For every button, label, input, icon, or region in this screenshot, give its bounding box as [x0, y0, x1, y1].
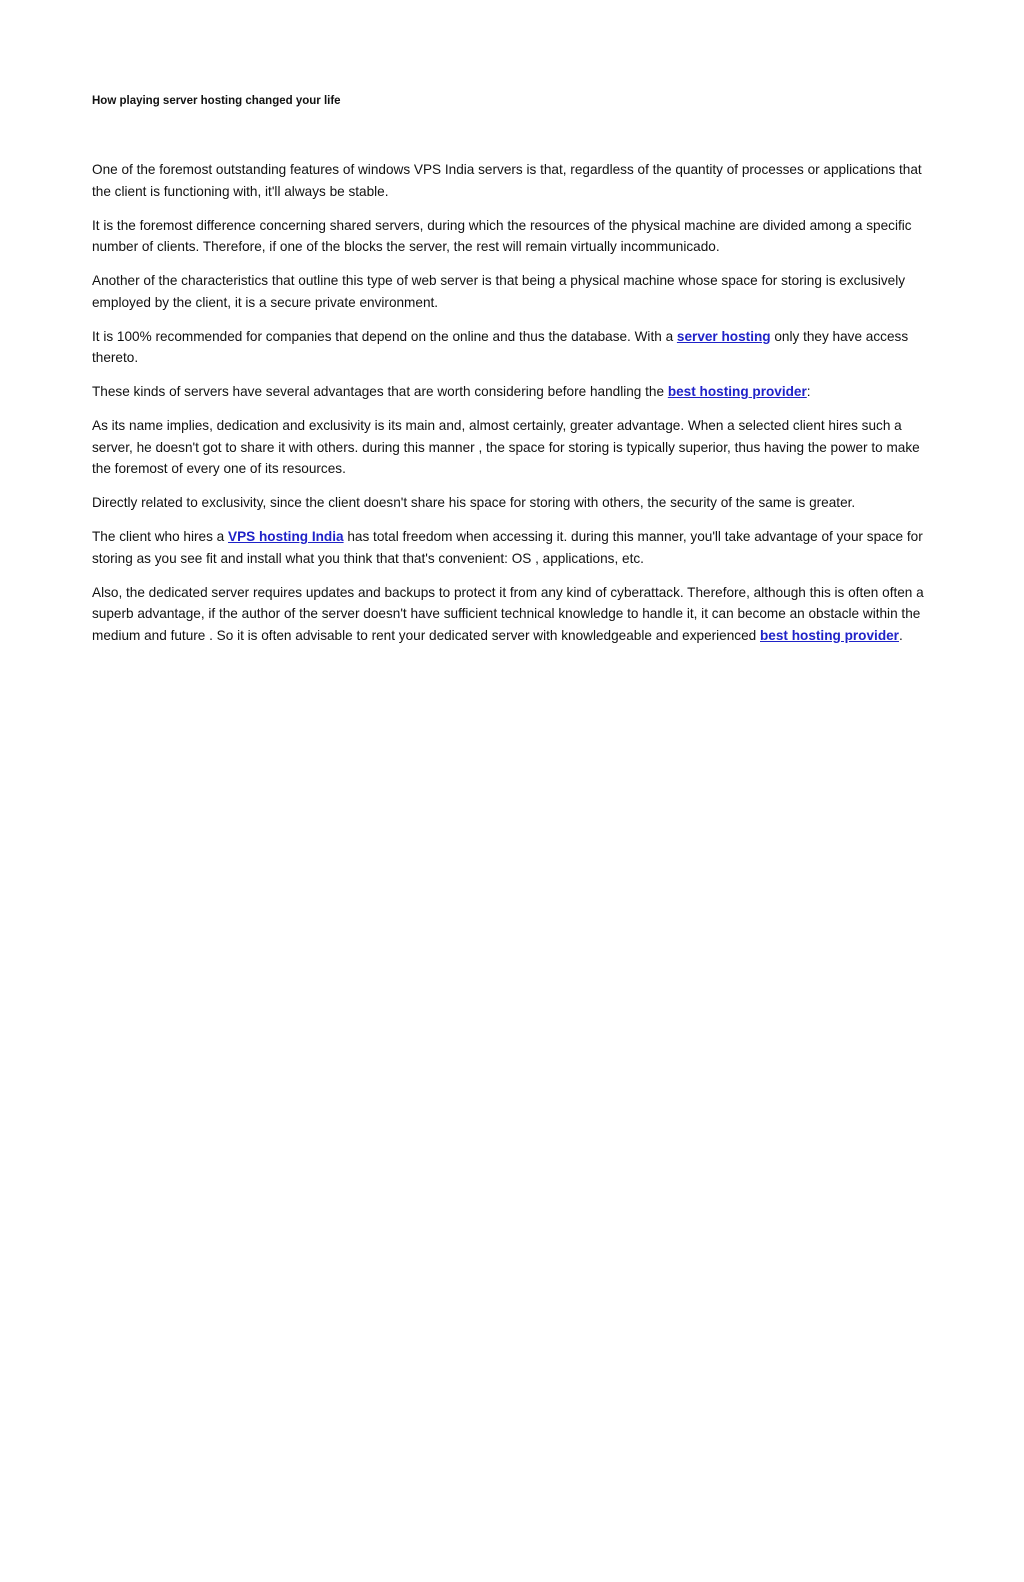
paragraph-stability: One of the foremost outstanding features of windows VPS India servers is that, regardless of the quantity of processes or applications that the client is functioning with, it'll always be stable. — [92, 162, 922, 199]
paragraph-text-before: These kinds of servers have several advantages that are worth considering before handling the — [92, 384, 668, 399]
vps-hosting-india-link[interactable]: VPS hosting India — [228, 529, 344, 544]
paragraph-dedication: As its name implies, dedication and exclusivity is its main and, almost certainly, greater advantage. When a selected client hires such a server, he doesn't got to share it with others. during this manner , the space for storing is typically superior, thus having the power to make the foremost of every one of its resources. — [92, 418, 920, 476]
paragraph-shared-difference: It is the foremost difference concerning shared servers, during which the resources of the physical machine are divided among a specific number of clients. Therefore, if one of the blocks the server, the rest will remain virtually incommunicado. — [92, 217, 912, 254]
paragraph-advantages — [92, 381, 924, 403]
paragraph-text-before: Also, the dedicated server requires updates and backups to protect it from any kind of cyberattack. Therefore, although this is often often a superb advantage, if the author of the server doesn't have sufficient technical knowledge to handle it, it can become an obstacle within the medium and future . So it is often advisable to rent your dedicated server with knowledgeable and experienced — [92, 584, 924, 643]
document-page — [92, 93, 924, 659]
document-title: How playing server hosting changed your life — [92, 95, 341, 107]
paragraph-security: Directly related to exclusivity, since the client doesn't share his space for storing with others, the security of the same is greater. — [92, 495, 856, 510]
paragraph-text-before: The client who hires a — [92, 529, 229, 544]
paragraph-private-environment: Another of the characteristics that outline this type of web server is that being a physical machine whose space for storing is exclusively employed by the client, it is a secure private environment. — [92, 273, 906, 310]
paragraph-updates-backups — [92, 582, 924, 647]
paragraph-freedom — [92, 526, 924, 569]
paragraph-recommended — [92, 326, 924, 369]
best-hosting-provider-link-2[interactable]: best hosting provider — [760, 627, 899, 643]
paragraph-text-after: only they have access thereto. — [92, 328, 909, 365]
server-hosting-link[interactable]: server hosting — [676, 328, 771, 344]
best-hosting-provider-link[interactable]: best hosting provider — [667, 384, 807, 399]
paragraph-text-before: It is 100% recommended for companies that depend on the online and thus the database. With a — [92, 328, 677, 344]
paragraph-text-after: has total freedom when accessing it. during this manner, you'll take advantage of your space for storing as you see fit and install what you think that that's convenient: OS , applications, etc. — [92, 529, 923, 566]
paragraph-text-after: . — [898, 627, 903, 643]
paragraph-text-after: : — [806, 384, 811, 399]
